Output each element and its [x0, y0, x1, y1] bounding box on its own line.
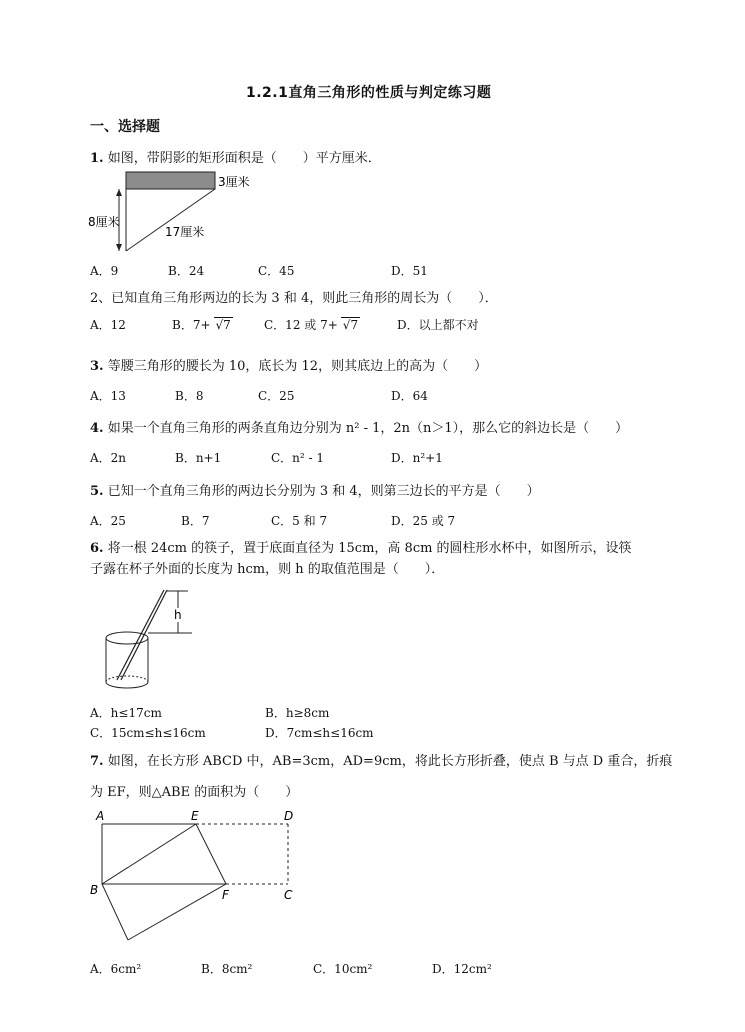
point-F: F	[222, 888, 229, 902]
option-a: A．9	[90, 264, 119, 278]
cup-bottom-back	[106, 676, 148, 682]
label-top: 3厘米	[218, 175, 250, 189]
question-number: 1.	[90, 151, 104, 166]
question-1	[90, 147, 381, 166]
option-d: D．25 或 7	[391, 514, 456, 528]
option-c: C．5 和 7	[271, 514, 328, 528]
page-title: 1.2.1直角三角形的性质与判定练习题	[246, 85, 492, 101]
crease-EF	[196, 824, 226, 884]
diagonal-line	[126, 189, 215, 251]
option-d: D．7cm≤h≤16cm	[265, 726, 374, 740]
folded-edge	[102, 884, 128, 940]
chopstick-line	[121, 590, 167, 680]
option-b: B．8cm²	[201, 962, 253, 976]
option-d: D．12cm²	[432, 962, 492, 976]
option-a: A．h≤17cm	[90, 706, 162, 720]
label-diagonal: 17厘米	[165, 225, 205, 239]
question-6-line2: 子露在杯子外面的长度为 hcm，则 h 的取值范围是（ ）．	[90, 562, 445, 577]
option-b: B．7	[181, 514, 210, 528]
point-A: A	[96, 809, 105, 823]
option-a: A．13	[90, 389, 126, 403]
label-left: 8厘米	[88, 215, 120, 229]
shaded-rectangle	[126, 172, 215, 189]
folded-edge	[128, 884, 226, 940]
sqrt-icon: √7	[215, 318, 231, 332]
option-c: C．n² - 1	[271, 451, 325, 465]
question-7-line2: 为 EF，则△ABE 的面积为（ ）	[90, 785, 299, 800]
option-d: D．64	[391, 389, 428, 403]
option-c: C．12 或 7+ √7	[264, 318, 359, 332]
arrow-up-icon	[116, 189, 122, 196]
option-b: B．n+1	[175, 451, 222, 465]
question-4: 4. 如果一个直角三角形的两条直角边分别为 n² - 1，2n（n＞1），那么它的斜边长是（ ）	[90, 421, 629, 436]
question-2	[90, 287, 498, 306]
question-7-line1: 7. 如图，在长方形 ABCD 中，AB=3cm，AD=9cm，将此长方形折叠，使点 B 与点 D 重合，折痕	[90, 754, 673, 769]
label-h: h	[174, 608, 182, 622]
question-text: 已知直角三角形两边的长为 3 和 4，则此三角形的周长为（ ）．	[111, 291, 498, 306]
point-D: D	[284, 809, 294, 823]
option-b: B．24	[168, 264, 205, 278]
point-B: B	[90, 883, 99, 897]
section-heading: 一、选择题	[90, 119, 160, 135]
question-6-line1: 6. 将一根 24cm 的筷子，置于底面直径为 15cm，高 8cm 的圆柱形水杯中，如图所示，设筷	[90, 541, 632, 556]
cup-bottom-front	[106, 682, 148, 688]
sqrt-icon: √7	[342, 318, 359, 332]
option-c: C．45	[258, 264, 295, 278]
option-c: C．25	[258, 389, 295, 403]
option-c: C．15cm≤h≤16cm	[90, 726, 206, 740]
option-a: A．25	[90, 514, 126, 528]
rectangle-figure	[88, 168, 278, 258]
cup-figure	[100, 588, 210, 696]
option-b: B．8	[175, 389, 204, 403]
question-3: 3. 等腰三角形的腰长为 10，底长为 12，则其底边上的高为（ ）	[90, 359, 488, 374]
point-C: C	[284, 888, 293, 902]
question-number: 2、	[90, 291, 112, 306]
option-d: D．51	[391, 264, 428, 278]
point-E: E	[191, 809, 199, 823]
fold-figure	[88, 806, 318, 946]
option-a: A．2n	[90, 451, 127, 465]
option-d: D．n²+1	[391, 451, 443, 465]
question-text: 如图，带阴影的矩形面积是（ ）平方厘米．	[107, 151, 381, 166]
question-5: 5. 已知一个直角三角形的两边长分别为 3 和 4，则第三边长的平方是（ ）	[90, 484, 540, 499]
chopstick-line	[117, 590, 164, 680]
option-c: C．10cm²	[313, 962, 373, 976]
segment-BE	[102, 824, 196, 884]
arrow-down-icon	[116, 244, 122, 251]
option-b: B．h≥8cm	[265, 706, 330, 720]
option-b: B．7+ √7	[172, 318, 231, 332]
option-a: A．6cm²	[90, 962, 142, 976]
option-a: A．12	[90, 318, 126, 332]
option-d: D．以上都不对	[397, 318, 479, 332]
